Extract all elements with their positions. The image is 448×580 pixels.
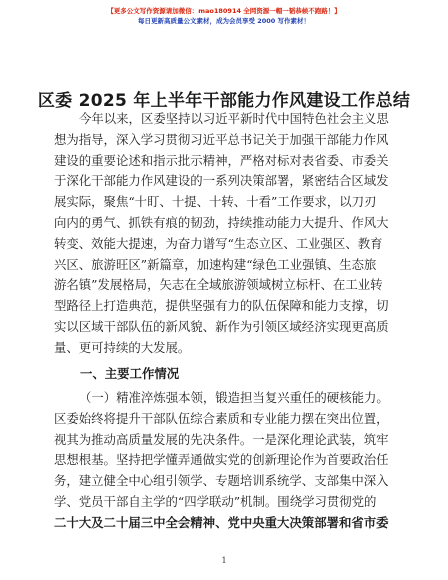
intro-paragraph	[54, 109, 396, 359]
promo-banner	[0, 6, 448, 26]
document-title: 区委 2025 年上半年干部能力作风建设工作总结	[37, 91, 411, 111]
paragraph-line: 游名镇”发展格局，矢志在全域旅游领域树立标杆、在工业转	[54, 277, 383, 293]
paragraph-line: 务，建立健全中心组引领学、专题培训系统学、支部集中深入	[54, 473, 389, 489]
promo-banner-line-2: 每日更新高质量公文素材，成为会员享受 2000 写作素材！	[137, 17, 311, 25]
paragraph-line: 型路径上打造典范，提供坚强有力的队伍保障和能力支撑，切	[54, 298, 389, 314]
paragraph-line: 兴区、旅游旺区”新篇章，加速构建“绿色工业强镇、生态旅	[54, 256, 377, 272]
paragraph-line: 转变、效能大提速，为奋力谱写“生态立区、工业强区、教育	[54, 235, 383, 251]
page-number: 1	[221, 556, 227, 565]
paragraph-line: 想为指导，深入学习贯彻习近平总书记关于加强干部能力作风	[54, 131, 389, 147]
paragraph-line: （一）精准淬炼强本领，锻造担当复兴重任的硬核能力。	[79, 390, 389, 405]
promo-banner-line-1: 【更多公文写作资源请加微信：mao180914 全网资源一帽一韬恭候不跑路！】	[107, 7, 341, 15]
paragraph-line: 区委始终将提升干部队伍综合素质和专业能力摆在突出位置，	[54, 410, 389, 426]
paragraph-line: 视其为推动高质量发展的先决条件。一是深化理论武装，筑牢	[54, 431, 389, 447]
section-heading: 一、主要工作情况	[80, 366, 180, 381]
section-paragraph	[54, 388, 396, 534]
paragraph-line: 建设的重要论述和指示批示精神，严格对标对表省委、市委关	[54, 152, 389, 168]
paragraph-line: 实以区域干部队伍的新风貌、新作为引领区域经济实现更高质	[54, 318, 389, 334]
paragraph-line: 于深化干部能力作风建设的一系列决策部署，紧密结合区域发	[54, 173, 389, 189]
paragraph-line: 思想根基。坚持把学懂弄通做实党的创新理论作为首要政治任	[54, 452, 389, 468]
paragraph-line: 量、更可持续的大发展。	[54, 339, 191, 355]
paragraph-line: 展实际，聚焦“十盯、十提、十转、十看”工作要求，以刀刃	[54, 194, 377, 210]
paragraph-line: 学、党员干部自主学的“四学联动”机制。围绕学习贯彻党的	[54, 493, 377, 509]
paragraph-line: 今年以来，区委坚持以习近平新时代中国特色社会主义思	[79, 111, 389, 126]
paragraph-line: 二十大及二十届三中全会精神、党中央重大决策部署和省市委	[54, 514, 389, 530]
paragraph-line: 向内的勇气、抓铁有痕的韧劲，持续推动能力大提升、作风大	[54, 214, 389, 230]
